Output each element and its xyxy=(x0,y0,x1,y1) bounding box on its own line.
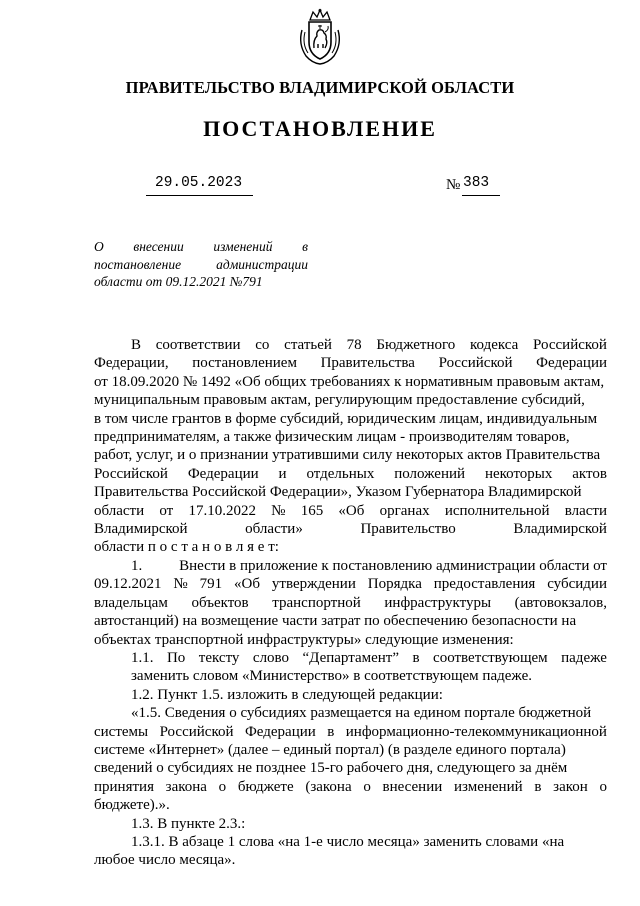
subject-word: администрации xyxy=(216,256,308,272)
body-line: автостанций) на возмещение части затрат по обеспечению безопасности на xyxy=(94,613,577,630)
body-word: в xyxy=(534,778,542,795)
body-line: заменить словом «Министерство» в соответствующем падеже. xyxy=(131,668,532,685)
body-line xyxy=(94,778,607,796)
document-date: 29.05.2023 xyxy=(155,175,243,191)
body-word: 165 xyxy=(300,502,324,519)
body-line: 1.3.1. В абзаце 1 слова «на 1-е число месяца» заменить словами «на xyxy=(131,833,565,850)
body-word: актов xyxy=(572,465,607,482)
body-line: области п о с т а н о в л я е т: xyxy=(94,539,279,556)
body-word: области xyxy=(94,502,145,519)
body-word: от xyxy=(159,502,174,519)
document-body xyxy=(94,336,607,870)
body-word: Федерации xyxy=(536,355,607,372)
body-word: владельцам xyxy=(94,594,168,611)
body-word: в xyxy=(412,649,420,666)
body-line xyxy=(94,336,607,354)
body-word: “Департамент” xyxy=(302,649,400,666)
body-line xyxy=(94,594,607,612)
body-word: Владимирской xyxy=(513,521,607,538)
body-line xyxy=(94,649,607,667)
body-word: внесении xyxy=(382,778,443,795)
body-word: предоставления xyxy=(433,576,536,593)
body-word: о xyxy=(599,778,607,795)
document-subject xyxy=(94,238,308,291)
subject-line: области от 09.12.2021 №791 xyxy=(94,274,263,289)
subject-word: внесении xyxy=(133,239,184,254)
body-word: По xyxy=(166,649,186,666)
body-line xyxy=(94,520,607,538)
coat-of-arms-icon xyxy=(296,8,344,66)
body-line xyxy=(94,354,607,372)
body-word: системы xyxy=(94,723,149,740)
body-word: Федерации, xyxy=(94,355,169,372)
body-word: субсидии xyxy=(547,576,607,593)
body-word: Владимирской xyxy=(94,521,188,538)
body-word: 791 xyxy=(199,576,223,593)
body-line xyxy=(94,557,607,575)
body-line: предпринимателям, а также физическим лицам - производителям товаров, xyxy=(94,429,570,446)
body-line: в том числе грантов в форме субсидий, юридическим лицам, индивидуальным xyxy=(94,410,598,427)
body-line: Правительства Российской Федерации», Указом Губернатора Владимирской xyxy=(94,484,582,501)
body-word: инфраструктуры xyxy=(384,594,492,611)
body-line: 1.2. Пункт 1.5. изложить в следующей редакции: xyxy=(131,686,443,703)
body-line: 1.3. В пункте 2.3.: xyxy=(131,815,246,832)
body-word: Внести в приложение к постановлению администрации области от xyxy=(179,557,607,574)
body-word: Федерации xyxy=(187,465,259,482)
body-word: Бюджетного xyxy=(376,337,456,353)
body-word: (автовокзалов, xyxy=(514,594,607,611)
body-word: постановлением xyxy=(192,355,297,372)
body-line: сведений о субсидиях не позднее 15-го рабочего дня, следующего за днём xyxy=(94,760,568,777)
body-word: 09.12.2021 xyxy=(94,576,162,593)
body-line: «1.5. Сведения о субсидиях размещается на едином портале бюджетной xyxy=(131,705,592,722)
body-word: закон xyxy=(553,778,588,795)
body-word: о xyxy=(363,778,371,795)
body-word: в xyxy=(327,723,335,740)
body-word: транспортной xyxy=(272,594,361,611)
body-word: объектов xyxy=(191,594,249,611)
body-word: органах xyxy=(379,502,430,519)
body-line: бюджете).». xyxy=(94,797,170,814)
body-word: изменений xyxy=(453,778,523,795)
body-word: положений xyxy=(394,465,466,482)
body-word: статьей xyxy=(284,337,332,353)
body-line xyxy=(94,575,607,593)
body-word: тексту xyxy=(198,649,240,666)
number-underline xyxy=(462,195,500,196)
body-word: Российской xyxy=(159,723,234,740)
body-word: Порядка xyxy=(367,576,422,593)
body-word: о xyxy=(218,778,227,795)
body-word: № xyxy=(173,576,188,593)
subject-word: изменений xyxy=(213,239,273,254)
subject-word: О xyxy=(94,239,104,254)
body-line: объектах транспортной инфраструктуры» следующие изменения: xyxy=(94,631,514,648)
number-sign: № xyxy=(446,177,461,193)
body-word: отдельных xyxy=(306,465,375,482)
body-word: Правительство xyxy=(360,521,456,538)
body-word: некоторых xyxy=(484,465,553,482)
body-word: кодекса xyxy=(469,337,519,353)
body-line xyxy=(94,502,607,520)
body-word: Федерации xyxy=(244,723,316,740)
body-line: муниципальным правовым актам, регулирующим предоставление субсидий, xyxy=(94,392,585,409)
body-word: и xyxy=(278,465,287,482)
body-word: соответствии xyxy=(155,337,241,353)
body-word: исполнительной xyxy=(444,502,550,519)
body-word: Российской xyxy=(94,465,168,482)
body-word: власти xyxy=(564,502,607,519)
body-line xyxy=(94,723,607,741)
body-line: от 18.09.2020 № 1492 «Об общих требованиях к нормативным правовым актам, xyxy=(94,373,605,390)
document-type-title: ПОСТАНОВЛЕНИЕ xyxy=(203,116,437,141)
subject-line xyxy=(94,238,308,256)
body-word: соответствующем xyxy=(433,649,548,666)
body-word: утверждении xyxy=(271,576,356,593)
body-word: падеже xyxy=(561,649,607,666)
body-word: 78 xyxy=(346,337,362,353)
body-line: любое число месяца». xyxy=(94,852,236,869)
body-word: 1. xyxy=(131,557,143,574)
body-word: 1.1. xyxy=(131,649,154,666)
subject-word: в xyxy=(302,239,308,254)
body-word: бюджете xyxy=(237,778,294,795)
body-word: информационно-телекоммуникационной xyxy=(345,723,607,740)
body-word: закона xyxy=(165,778,207,795)
body-word: «Об xyxy=(338,502,365,519)
body-word: Российской xyxy=(438,355,513,372)
body-line xyxy=(94,465,607,483)
body-word: «Об xyxy=(234,576,260,593)
body-word: Российской xyxy=(533,337,607,353)
body-word: (закона xyxy=(305,778,352,795)
body-word: 17.10.2022 xyxy=(188,502,256,519)
body-word: Правительства xyxy=(320,355,415,372)
body-word: № xyxy=(271,502,286,519)
organization-title: ПРАВИТЕЛЬСТВО ВЛАДИМИРСКОЙ ОБЛАСТИ xyxy=(125,78,515,97)
body-word: слово xyxy=(252,649,290,666)
body-word: области» xyxy=(245,521,303,538)
body-line: системе «Интернет» (далее – единый портал) (в разделе единого портала) xyxy=(94,741,566,758)
document-number: 383 xyxy=(463,175,490,191)
body-word: В xyxy=(131,337,142,353)
body-word: принятия xyxy=(94,778,154,795)
body-word: со xyxy=(255,337,270,353)
date-underline xyxy=(146,195,253,196)
body-line: работ, услуг, и о признании утратившими силу некоторых актов Правительства xyxy=(94,447,601,464)
subject-line xyxy=(94,256,308,274)
subject-word: постановление xyxy=(94,256,182,272)
